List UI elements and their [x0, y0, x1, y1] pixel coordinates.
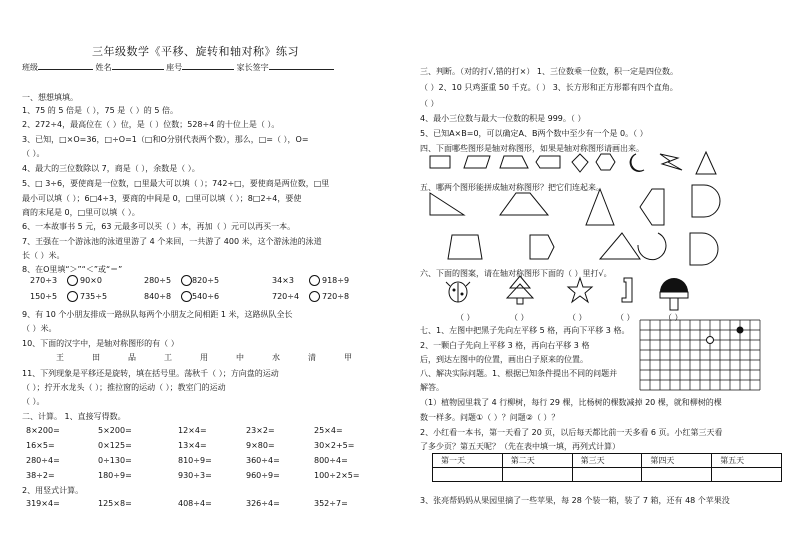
d-shape-a — [692, 185, 720, 217]
parent-signature-label: 家长签字 — [236, 63, 269, 72]
chinese-char: 品 — [128, 353, 136, 362]
right-line: 了多少页？第五天呢？（先在表中填一填，再列式计算） — [420, 442, 620, 451]
left-line: 最小可以填（ ）；6□4÷3，要商的中间是 0，□里可以填（ ）；8□2÷4，要使 — [22, 194, 302, 203]
compare-expression: 280÷5 — [144, 276, 172, 285]
calc-item: 100÷2×5= — [314, 471, 360, 480]
class-field[interactable] — [38, 61, 93, 70]
right-line: 四、下面哪些图形是轴对称图形，如果是轴对称图形请画出来。 — [420, 144, 644, 153]
right-line: 3、张亮帮妈妈从果园里摘了一些苹果，每 28 个装一箱，装了 7 箱，还有 48 个苹果没 — [420, 496, 730, 505]
number-one-icon — [622, 278, 632, 302]
compare-expression: 150÷5 — [30, 292, 58, 301]
parent-signature-field[interactable] — [269, 61, 334, 70]
right-line: （1）植物园里栽了 4 行柳树，每行 29 棵，比杨树的棵数减掉 20 棵，就和柳树的棵 — [420, 398, 722, 407]
chinese-char: 王 — [56, 353, 64, 362]
move-grid — [640, 320, 770, 390]
calc-item: 0÷130= — [98, 456, 132, 465]
white-piece — [707, 337, 714, 344]
left-line: （ ）；拧开水龙头（ ）；推拉窗的运动（ ）；教室门的运动 — [22, 383, 226, 392]
right-line: 六、下面的图案，请在轴对称图形下面的（ ）里打√。 — [420, 269, 612, 278]
day-header: 第四天 — [642, 454, 712, 468]
left-line: 9、有 10 个小朋友排成一路纵队每两个小朋友之间相距 1 米，这路纵队全长 — [22, 310, 293, 319]
hexagon-shape — [596, 154, 615, 170]
isosceles-triangle — [586, 189, 614, 225]
right-line: 数一样多。问题①（ ）？问题②（ ）？ — [420, 413, 560, 422]
calc-item: 408÷4= — [178, 499, 212, 508]
mushroom-icon — [660, 278, 688, 310]
left-column — [22, 0, 394, 544]
arrow-pentagon — [640, 189, 664, 225]
calc-item: 8×200= — [26, 426, 60, 435]
compare-circle[interactable] — [66, 291, 79, 303]
day-answer-cell[interactable] — [502, 468, 572, 482]
calc-item: 800÷4= — [314, 456, 348, 465]
left-line: 一、想想填填。 — [22, 93, 78, 102]
answer-paren-1[interactable]: （ ） — [456, 313, 475, 322]
calc-item: 360÷4= — [246, 456, 280, 465]
chinese-char: 田 — [92, 353, 100, 362]
seat-label: 座号 — [166, 63, 183, 72]
q4-shapes — [420, 150, 782, 180]
quad-shape — [448, 235, 482, 259]
calc-item: 38÷2= — [26, 471, 55, 480]
calc-item: 180÷9= — [98, 471, 132, 480]
chinese-char: 工 — [164, 353, 172, 362]
left-line: （ ）。 — [22, 149, 45, 158]
class-label: 班级 — [22, 63, 38, 72]
trapezoid-a — [500, 193, 548, 215]
calc-item: 5×200= — [98, 426, 132, 435]
compare-expression: 270÷3 — [30, 276, 58, 285]
day-header: 第五天 — [712, 454, 782, 468]
chinese-char: 甲 — [344, 353, 352, 362]
left-line: 2、272÷4，最高位在（ ）位，是（ ）位数；528÷4 的十位上是（ ）。 — [22, 120, 280, 129]
day-answer-cell[interactable] — [433, 468, 503, 482]
left-line: 2、用竖式计算。 — [22, 486, 84, 495]
compare-expression: 540÷6 — [192, 292, 220, 301]
right-line: 5、已知A×B=0，可以确定A、B两个数中至少有一个是 0。（ ） — [420, 129, 648, 138]
right-line: 解答。 — [420, 383, 444, 392]
name-label: 姓名 — [95, 63, 112, 72]
compare-circle[interactable] — [308, 291, 321, 303]
day-answer-cell[interactable] — [572, 468, 642, 482]
page-title: 三年级数学《平移、旋转和轴对称》练习 — [92, 45, 299, 58]
calc-item: 12×4= — [178, 426, 207, 435]
q5-shapes — [420, 185, 782, 265]
right-line: 2、一颗白子先向上平移 3 格，再向右平移 3 格 — [420, 341, 590, 350]
compare-expression: 918÷9 — [322, 276, 350, 285]
days-row — [433, 454, 782, 468]
left-line: 商的末尾是 0，□里可以填（ ）。 — [22, 208, 140, 217]
chinese-char: 水 — [272, 353, 280, 362]
left-line: 10、下面的汉字中，是轴对称图形的有（ ） — [22, 339, 179, 348]
day-answer-cell[interactable] — [712, 468, 782, 482]
lightning-shape — [660, 154, 682, 170]
left-line: 8、在O里填“＞”“＜”或“＝” — [22, 265, 123, 274]
left-line: 二、计算。 1、直接写得数。 — [22, 412, 126, 421]
compare-expression: 720÷4 — [272, 292, 300, 301]
right-line: 2、小红看一本书，第一天看了 20 页，以后每天都比前一天多看 6 页。小红第三天看 — [420, 428, 723, 437]
right-line: 后，到达左图中的位置，画出白子原来的位置。 — [420, 355, 588, 364]
left-line: （ ）。 — [22, 397, 45, 406]
right-triangle-b — [600, 233, 640, 259]
right-column — [420, 0, 782, 544]
ladybug-icon — [446, 282, 470, 302]
left-line: 长（ ）米。 — [22, 251, 65, 260]
left-line: 7、王强在一个游泳池的泳道里游了 4 个来回，一共游了 400 米，这个游泳池的泳道 — [22, 237, 322, 246]
q6-pictures — [420, 274, 782, 324]
triangle-shape — [696, 152, 716, 174]
left-line: （ ）米。 — [22, 324, 57, 333]
right-line: 七、1、左图中把黑子先向左平移 5 格，再向下平移 3 格。 — [420, 326, 630, 335]
right-line: 三、判断。（对的打√,错的打×） 1、三位数乘一位数，积一定是四位数。 — [420, 67, 678, 76]
day-header: 第二天 — [502, 454, 572, 468]
name-field[interactable] — [112, 61, 164, 70]
compare-expression: 34×3 — [272, 276, 294, 285]
right-line: （ ） — [420, 99, 439, 108]
day-answer-cell[interactable] — [642, 468, 712, 482]
calc-item: 352÷7= — [314, 499, 348, 508]
compare-expression: 840÷8 — [144, 292, 172, 301]
calc-item: 0×125= — [98, 441, 132, 450]
answer-paren-4[interactable]: （ ） — [616, 313, 635, 322]
compare-circle[interactable] — [66, 275, 79, 287]
calc-item: 810÷9= — [178, 456, 212, 465]
left-line: 4、最大的三位数除以 7，商是（ ），余数是（ ）。 — [22, 164, 200, 173]
chinese-char: 中 — [236, 353, 244, 362]
right-line: 4、最小三位数与最大一位数的积是 999。（ ） — [420, 114, 586, 123]
calc-item: 930÷3= — [178, 471, 212, 480]
calc-item: 280÷4= — [26, 456, 60, 465]
calc-item: 16×5= — [26, 441, 55, 450]
calc-item: 25×4= — [314, 426, 343, 435]
right-line: （ ）2、10 只鸡蛋重 50 千克。（ ） 3、长方形和正方形都有四个直角。 — [420, 83, 678, 92]
star-icon — [568, 278, 592, 302]
calc-item: 125×8= — [98, 499, 132, 508]
calc-item: 30×2+5= — [314, 441, 355, 450]
black-piece — [737, 327, 744, 334]
answer-paren-2[interactable]: （ ） — [510, 313, 529, 322]
rectangle-shape — [430, 156, 450, 168]
crescent-shape — [630, 154, 644, 171]
right-line: 五、哪两个图形能拼成轴对称图形？把它们连起来。 — [420, 183, 604, 192]
left-line: 6、一本故事书 5 元，63 元最多可以买（ ）本，再加（ ）元可以再买一本。 — [22, 222, 296, 231]
tree-icon — [507, 276, 533, 304]
answer-paren-5[interactable]: （ ） — [664, 313, 683, 322]
calc-item: 326÷4= — [246, 499, 280, 508]
chinese-char: 用 — [200, 353, 208, 362]
seat-field[interactable] — [182, 61, 234, 70]
compare-expression: 735÷5 — [80, 292, 108, 301]
day-header: 第一天 — [433, 454, 503, 468]
d-shape-b — [690, 233, 718, 265]
calc-item: 13×4= — [178, 441, 207, 450]
compare-circle[interactable] — [308, 275, 321, 287]
answer-paren-3[interactable]: （ ） — [568, 313, 587, 322]
compare-expression: 720÷8 — [322, 292, 350, 301]
arc-shape — [638, 233, 666, 260]
diamond-shape — [572, 154, 588, 172]
chinese-char: 清 — [308, 353, 316, 362]
parallelogram-shape — [464, 156, 490, 168]
pentagon-b — [530, 235, 554, 259]
header-fields — [22, 61, 334, 73]
calc-item: 960÷9= — [246, 471, 280, 480]
left-line: 5、□ 3÷6，要使商是一位数，□里最大可以填（ ）；742÷□，要使商是两位数，□里 — [22, 179, 330, 188]
calc-item: 9×80= — [246, 441, 275, 450]
right-line: 八、解决实际问题。1、根据已知条件提出不同的问题并 — [420, 369, 618, 378]
blank-row — [433, 468, 782, 482]
day-header: 第三天 — [572, 454, 642, 468]
pentagon-shape — [536, 156, 560, 168]
calc-item: 319×4= — [26, 499, 60, 508]
right-triangle-a — [430, 193, 464, 215]
left-line: 1、75 的 5 倍是（ ），75 是（ ）的 5 倍。 — [22, 106, 178, 115]
compare-expression: 820÷5 — [192, 276, 220, 285]
left-line: 11、下列现象是平移还是旋转，填在括号里。荡秋千（ ）；方向盘的运动 — [22, 369, 279, 378]
trapezoid-shape — [500, 156, 528, 168]
calc-item: 23×2= — [246, 426, 275, 435]
left-line: 3、已知，□×O=36，□÷O=1（□和O分别代表两个数），那么，□=（ ），O= — [22, 135, 309, 144]
compare-expression: 90×0 — [80, 276, 102, 285]
pages-table — [432, 453, 782, 482]
